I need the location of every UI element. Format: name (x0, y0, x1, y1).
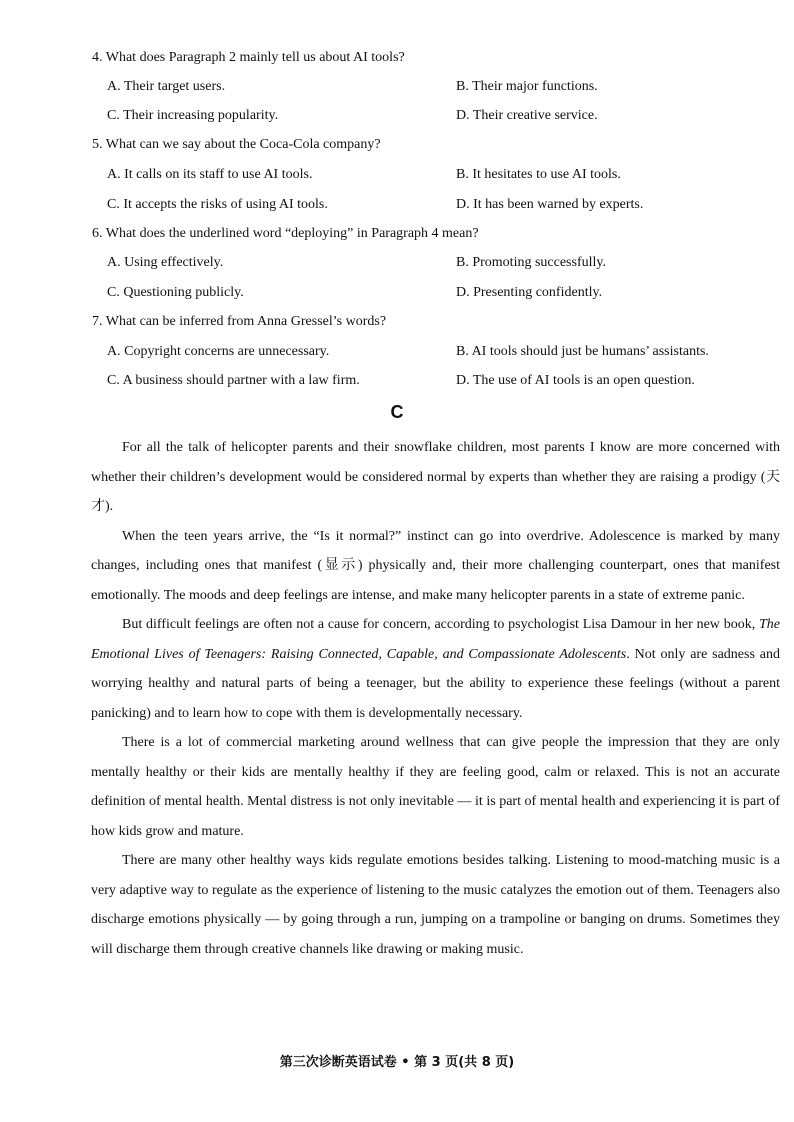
passage-paragraph-1: For all the talk of helicopter parents and their snowflake children, most parents I know are more concerned with whether their children’s development would be considered normal by experts than whether they are raising a prodigy (天才). (91, 440, 780, 514)
book-title: The Emotional Lives of Teenagers: Raising Connected, Capable, and Compassionate Adolescents (91, 617, 780, 662)
passage-paragraph-5: There are many other healthy ways kids regulate emotions besides talking. Listening to mood-matching music is a very adaptive way to regulate as the experience of listening to the music catalyzes the emotion out of them. Teenagers also discharge emotions physically — by going through a run, jumping on a trampoline or banging on drums. Sometimes they will discharge them through creative channels like drawing or making music. (91, 853, 780, 957)
question-4-option-c: C. Their increasing popularity. (107, 108, 279, 123)
question-6-option-b: B. Promoting successfully. (456, 255, 606, 270)
question-4-stem: 4. What does Paragraph 2 mainly tell us about AI tools? (92, 50, 405, 65)
question-7-stem: 7. What can be inferred from Anna Gressel’s words? (92, 314, 387, 329)
question-7-option-a: A. Copyright concerns are unnecessary. (107, 344, 330, 359)
passage-paragraph-4: There is a lot of commercial marketing around wellness that can give people the impression that they are only mentally healthy or their kids are mentally healthy if they are feeling good, calm or relaxed. This is not an accurate definition of mental health. Mental distress is not only inevitable — it is part of mental health and experiencing it is part of how kids grow and mature. (91, 735, 780, 839)
passage-paragraph-2: When the teen years arrive, the “Is it normal?” instinct can go into overdrive. Adolescence is marked by many changes, including ones that manifest (显示) physically and, their more challenging counterpart, ones that manifest emotionally. The moods and deep feelings are intense, and make many helicopter parents in a state of extreme panic. (91, 528, 780, 603)
question-5-option-b: B. It hesitates to use AI tools. (456, 167, 621, 182)
question-7-option-d: D. The use of AI tools is an open question. (456, 373, 695, 388)
question-4-option-d: D. Their creative service. (456, 108, 598, 123)
reading-passage (91, 433, 780, 964)
question-6-option-c: C. Questioning publicly. (107, 285, 244, 300)
page-footer: 第三次诊断英语试卷 • 第 3 页(共 8 页) (279, 1055, 515, 1070)
question-5-stem: 5. What can we say about the Coca-Cola company? (92, 137, 381, 152)
passage-paragraph-3 (91, 610, 780, 728)
question-4-option-b: B. Their major functions. (456, 79, 598, 94)
question-6-option-a: A. Using effectively. (107, 255, 224, 270)
question-5-option-d: D. It has been warned by experts. (456, 197, 644, 212)
paragraph-3-lead: But difficult feelings are often not a cause for concern, according to psychologist Lisa Damour in her new book, (122, 617, 759, 632)
question-4-option-a: A. Their target users. (107, 79, 226, 94)
section-title: C (390, 402, 404, 422)
question-5-option-a: A. It calls on its staff to use AI tools. (107, 167, 313, 182)
question-5-option-c: C. It accepts the risks of using AI tools. (107, 197, 328, 212)
question-6-stem: 6. What does the underlined word “deploying” in Paragraph 4 mean? (92, 226, 479, 241)
question-6-option-d: D. Presenting confidently. (456, 285, 603, 300)
question-7-option-c: C. A business should partner with a law firm. (107, 373, 360, 388)
paragraph-3-rest: . Not only are sadness and worrying healthy and natural parts of being a teenager, but the ability to experience these feelings (without a parent panicking) and to learn how to cope with them is developmentally necessary. (91, 646, 780, 721)
question-7-option-b: B. AI tools should just be humans’ assistants. (456, 344, 709, 359)
